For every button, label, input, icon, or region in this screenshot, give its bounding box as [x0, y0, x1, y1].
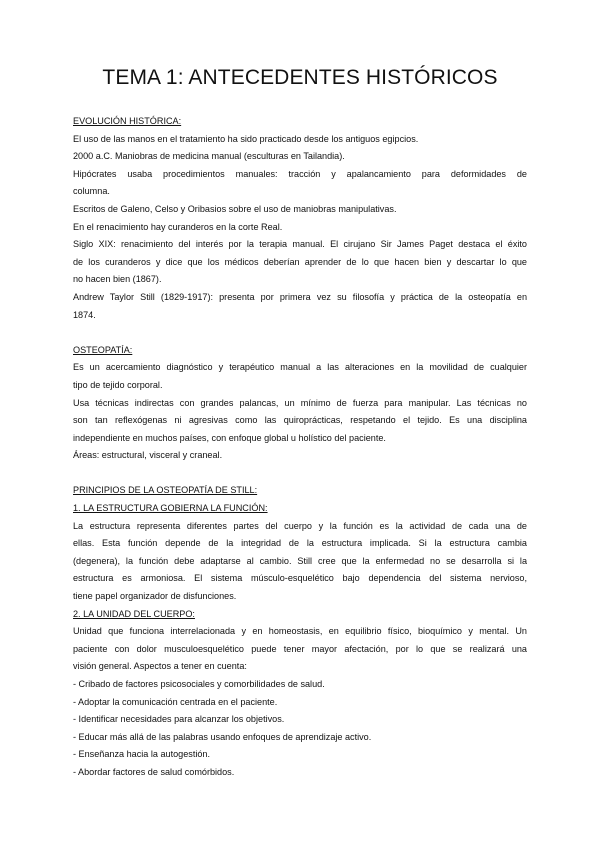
paragraph-line: Es un acercamiento diagnóstico y terapéutico manual a las alteraciones en la movilidad de cualquier: [73, 362, 527, 373]
subsection-heading-unidad: 2. LA UNIDAD DEL CUERPO:: [73, 608, 195, 619]
section-heading-principios: PRINCIPIOS DE LA OSTEOPATÍA DE STILL:: [73, 485, 258, 496]
paragraph-line: tiene papel organizador de disfunciones.: [73, 591, 237, 602]
list-item: - Abordar factores de salud comórbidos.: [73, 766, 235, 777]
list-item: - Cribado de factores psicosociales y comorbilidades de salud.: [73, 679, 325, 689]
page-title: TEMA 1: ANTECEDENTES HISTÓRICOS: [102, 66, 498, 89]
list-item: - Identificar necesidades para alcanzar los objetivos.: [73, 714, 285, 725]
list-item: - Educar más allá de las palabras usando enfoques de aprendizaje activo.: [73, 731, 372, 742]
paragraph-line: visión general. Aspectos a tener en cuenta:: [73, 661, 247, 672]
paragraph-line: El uso de las manos en el tratamiento ha sido practicado desde los antiguos egipcios.: [73, 133, 419, 144]
paragraph-line: La estructura representa diferentes partes del cuerpo y la función es la actividad de cada una de: [73, 520, 527, 531]
list-item: - Enseñanza hacia la autogestión.: [73, 749, 211, 760]
document-body: [73, 113, 527, 782]
paragraph-line: son tan reflexógenas ni agresivas como las quiroprácticas, respetando el tejido. Es una disciplina: [73, 415, 527, 426]
paragraph-line: En el renacimiento hay curanderos en la corte Real.: [73, 221, 283, 232]
paragraph-line: Usa técnicas indirectas con grandes palancas, un mínimo de fuerza para manipular. Las técnicas no: [73, 397, 527, 408]
paragraph-line: 2000 a.C. Maniobras de medicina manual (esculturas en Tailandia).: [73, 151, 345, 162]
paragraph-line: estructura es armoniosa. El sistema músculo-esquelético bajo dependencia del sistema nervioso,: [73, 573, 527, 584]
paragraph-line: Hipócrates usaba procedimientos manuales: tracción y apalancamiento para deformidades de: [73, 168, 527, 179]
paragraph-line: columna.: [73, 186, 110, 197]
paragraph-line: Siglo XIX: renacimiento del interés por la terapia manual. El cirujano Sir James Paget destaca el éxito: [73, 239, 527, 250]
list-item: - Adoptar la comunicación centrada en el paciente.: [73, 696, 278, 707]
paragraph-line: Escritos de Galeno, Celso y Oribasios sobre el uso de maniobras manipulativas.: [73, 203, 397, 214]
paragraph-line: paciente con dolor musculoesquelético puede tener mayor afectación, por lo que se realizará una: [73, 643, 527, 654]
spacer: [73, 465, 527, 483]
paragraph-line: tipo de tejido corporal.: [73, 379, 163, 390]
section-heading-evolucion: EVOLUCIÓN HISTÓRICA:: [73, 116, 182, 126]
paragraph-line: no hacen bien (1867).: [73, 274, 162, 285]
paragraph-line: de los curanderos y dice que los médicos deberían aprender de lo que hacen bien y descartar lo que: [73, 256, 527, 267]
paragraph-line: ellas. Esta función depende de la integridad de la estructura implicada. Si la estructura cambia: [73, 538, 527, 549]
paragraph-line: independiente en muchos países, con enfoque global u holístico del paciente.: [73, 432, 386, 443]
spacer: [73, 324, 527, 342]
paragraph-line: Áreas: estructural, visceral y craneal.: [73, 450, 223, 461]
paragraph-line: (degenera), la función debe adaptarse al cambio. Still cree que la enfermedad no se desarrolla si la: [73, 555, 527, 566]
paragraph-line: Unidad que funciona interrelacionada y en homeostasis, en equilibrio físico, bioquímico y mental. Un: [73, 626, 527, 637]
subsection-heading-estructura: 1. LA ESTRUCTURA GOBIERNA LA FUNCIÓN:: [73, 503, 268, 514]
paragraph-line: Andrew Taylor Still (1829-1917): presenta por primera vez su filosofía y práctica de la osteopatía en: [73, 291, 527, 302]
paragraph-line: 1874.: [73, 309, 96, 320]
section-heading-osteopatia: OSTEOPATÍA:: [73, 344, 133, 355]
